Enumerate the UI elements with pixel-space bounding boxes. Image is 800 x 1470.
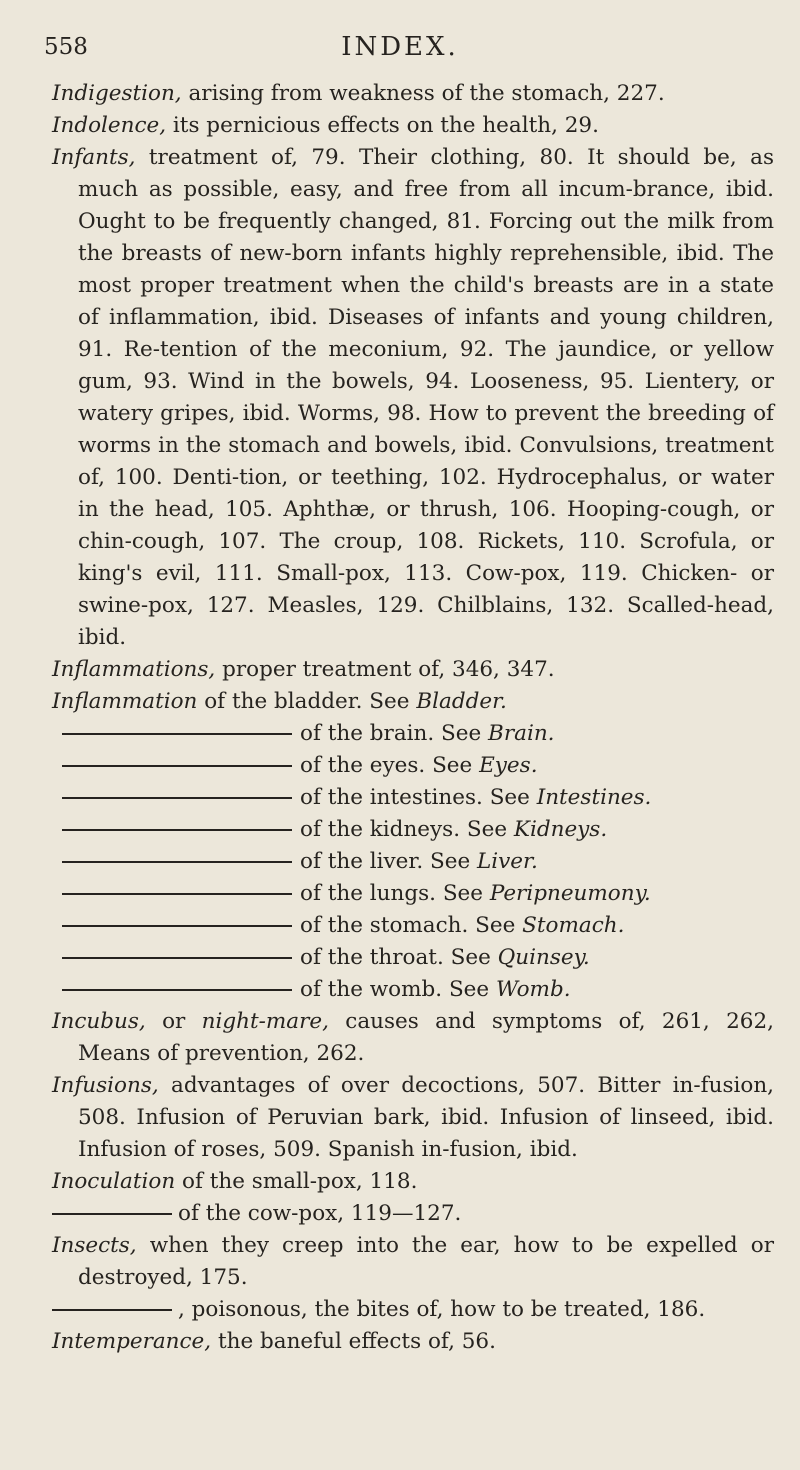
entry-text: its pernicious effects on the health, 29. (166, 113, 599, 138)
sub-entry-text: of the brain. See (300, 721, 489, 746)
index-entry (52, 686, 774, 718)
sub-entry (52, 910, 774, 942)
sub-entry-text: of the kidneys. See (300, 817, 514, 842)
entry-text: of the small-pox, 118. (175, 1169, 418, 1194)
ditto-rule (62, 893, 292, 895)
sub-entry (52, 1198, 774, 1230)
entry-reference: Kidneys. (513, 817, 608, 842)
entry-text: or (145, 1009, 202, 1034)
index-content (52, 78, 774, 1358)
running-head: INDEX. (341, 32, 459, 62)
entry-text: causes and symptoms of, 261, 262, Means of prevention, 262. (78, 1009, 774, 1066)
sub-entry-text: of the eyes. See (300, 753, 480, 778)
sub-entry (52, 718, 774, 750)
index-entry (52, 1006, 774, 1070)
sub-entry (52, 974, 774, 1006)
entry-term: Insects, (52, 1233, 137, 1258)
ditto-rule (62, 861, 292, 863)
entry-reference: Brain. (488, 721, 555, 746)
sub-entry-text: of the cow-pox, 119—127. (178, 1201, 462, 1226)
sub-entry (52, 814, 774, 846)
entry-term: Inflammation (52, 689, 198, 714)
entry-reference: Stomach. (522, 913, 625, 938)
ditto-rule (62, 797, 292, 799)
ditto-rule (62, 733, 292, 735)
sub-entry-text: of the womb. See (300, 977, 496, 1002)
index-entry (52, 1230, 774, 1294)
index-entry (52, 110, 774, 142)
entry-reference: Womb. (495, 977, 571, 1002)
index-entry (52, 1070, 774, 1166)
entry-term: Inoculation (52, 1169, 176, 1194)
sub-entry (52, 750, 774, 782)
entry-term: Infusions, (52, 1073, 159, 1098)
sub-entry (52, 1294, 774, 1326)
entry-reference: Eyes. (479, 753, 538, 778)
sub-entry (52, 942, 774, 974)
entry-reference: Quinsey. (497, 945, 590, 970)
sub-entry-text: of the liver. See (300, 849, 477, 874)
entry-reference: Bladder. (416, 689, 507, 714)
index-entry (52, 654, 774, 686)
entry-text: of the bladder. See (197, 689, 417, 714)
page-header (0, 28, 800, 68)
entry-term-alt: night-mare, (201, 1009, 329, 1034)
ditto-rule (62, 957, 292, 959)
ditto-rule (62, 765, 292, 767)
entry-term: Indigestion, (52, 81, 182, 106)
entry-reference: Intestines. (536, 785, 652, 810)
index-entry (52, 1326, 774, 1358)
index-entry (52, 78, 774, 110)
sub-entry-text: of the stomach. See (300, 913, 523, 938)
entry-reference: Liver. (477, 849, 538, 874)
entry-text: advantages of over decoctions, 507. Bitter in-fusion, 508. Infusion of Peruvian bark, ibid. Infusion of linseed, ibid. Infusion of roses, 509. Spanish in-fusion, ibid. (78, 1073, 774, 1162)
ditto-rule (52, 1213, 172, 1215)
ditto-rule (62, 829, 292, 831)
entry-reference: Peripneumony. (489, 881, 651, 906)
entry-term: Infants, (52, 145, 136, 170)
ditto-rule (52, 1309, 172, 1311)
sub-entry (52, 782, 774, 814)
index-entry (52, 1166, 774, 1198)
entry-text: when they creep into the ear, how to be expelled or destroyed, 175. (78, 1233, 774, 1290)
sub-entry (52, 878, 774, 910)
entry-term: Intemperance, (52, 1329, 212, 1354)
sub-entry-text: of the lungs. See (300, 881, 490, 906)
ditto-rule (62, 989, 292, 991)
sub-entry (52, 846, 774, 878)
sub-entry-text: of the intestines. See (300, 785, 537, 810)
entry-text: proper treatment of, 346, 347. (215, 657, 555, 682)
sub-entry-text: of the throat. See (300, 945, 498, 970)
ditto-rule (62, 925, 292, 927)
entry-term: Indolence, (52, 113, 167, 138)
entry-text: treatment of, 79. Their clothing, 80. It should be, as much as possible, easy, and free from all incum-brance, ibid. Ought to be frequently changed, 81. Forcing out the milk from the breasts of new-born infants highly reprehensible, ibid. The most proper treatment when the child's breasts are in a state of inflammation, ibid. Diseases of infants and young children, 91. Re-tention of the meconium, 92. The jaundice, or yellow gum, 93. Wind in the bowels, 94. Looseness, 95. Lientery, or watery gripes, ibid. Worms, 98. How to prevent the breeding of worms in the stomach and bowels, ibid. Convulsions, treatment of, 100. Denti-tion, or teething, 102. Hydrocephalus, or water in the head, 105. Aphthæ, or thrush, 106. Hooping-cough, or chin-cough, 107. The croup, 108. Rickets, 110. Scrofula, or king's evil, 111. Small-pox, 113. Cow-pox, 119. Chicken- or swine-pox, 127. Measles, 129. Chilblains, 132. Scalled-head, ibid. (78, 145, 774, 650)
sub-entry-text: , poisonous, the bites of, how to be treated, 186. (178, 1297, 706, 1322)
entry-text: arising from weakness of the stomach, 227. (181, 81, 665, 106)
page-number: 558 (44, 34, 88, 60)
entry-term: Incubus, (52, 1009, 146, 1034)
index-entry (52, 142, 774, 654)
entry-term: Inflammations, (52, 657, 216, 682)
entry-text: the baneful effects of, 56. (211, 1329, 496, 1354)
